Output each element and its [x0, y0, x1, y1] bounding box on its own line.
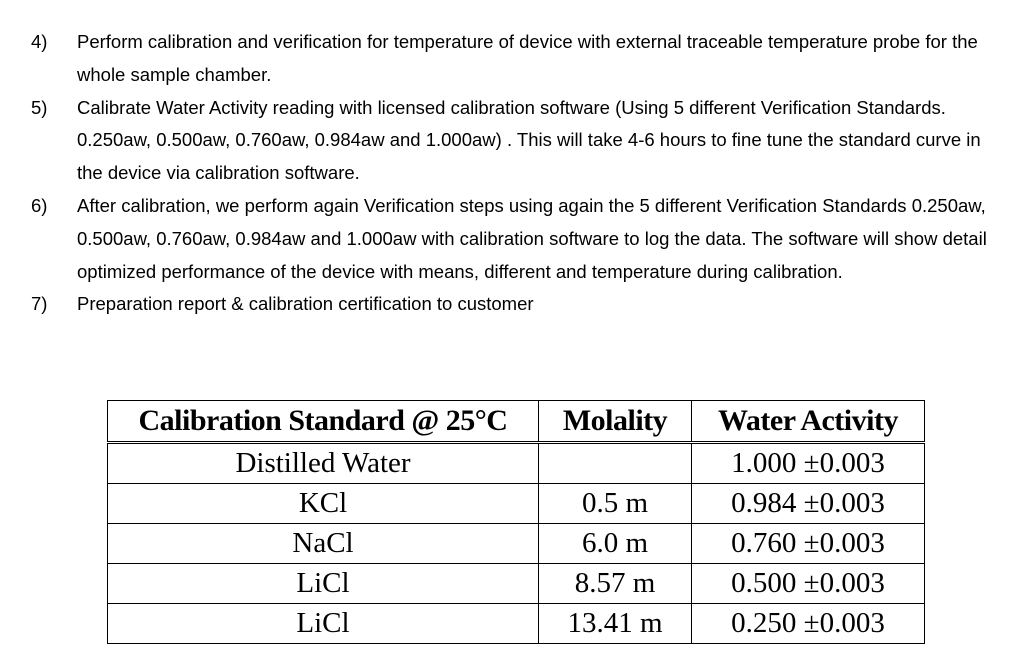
- table-row: [108, 564, 925, 604]
- cell-water-activity: 0.250 ±0.003: [692, 604, 925, 644]
- cell-water-activity: 0.984 ±0.003: [692, 484, 925, 524]
- cell-molality: 0.5 m: [539, 484, 692, 524]
- cell-standard: LiCl: [108, 604, 539, 644]
- step-number: 7): [31, 293, 48, 315]
- cell-water-activity: 0.760 ±0.003: [692, 524, 925, 564]
- procedure-step: [31, 288, 991, 321]
- step-number: 6): [31, 194, 48, 216]
- cell-standard: LiCl: [108, 564, 539, 604]
- step-text: Preparation report & calibration certification to customer: [77, 293, 534, 315]
- step-number: 4): [31, 31, 48, 52]
- procedure-list: [31, 26, 991, 321]
- cell-molality: 6.0 m: [539, 524, 692, 564]
- procedure-step: [31, 190, 991, 288]
- step-number: 5): [31, 96, 48, 118]
- cell-water-activity: 0.500 ±0.003: [692, 564, 925, 604]
- header-molality: Molality: [539, 401, 692, 443]
- cell-standard: Distilled Water: [108, 443, 539, 484]
- step-text: Perform calibration and verification for temperature of device with external traceable temperature probe for the whole sample chamber.: [77, 31, 978, 85]
- header-water-activity: Water Activity: [692, 401, 925, 443]
- cell-molality: 13.41 m: [539, 604, 692, 644]
- table-row: [108, 524, 925, 564]
- step-text: Calibrate Water Activity reading with licensed calibration software (Using 5 different Verification Standards. 0.250aw, 0.500aw, 0.760aw, 0.984aw and 1.000aw) . This will take 4-6 hours to fine tune the standard curve in the device via calibration software.: [77, 96, 981, 184]
- cell-molality: 8.57 m: [539, 564, 692, 604]
- procedure-step: [31, 92, 991, 190]
- cell-molality: [539, 443, 692, 484]
- cell-water-activity: 1.000 ±0.003: [692, 443, 925, 484]
- cell-standard: NaCl: [108, 524, 539, 564]
- header-calibration-standard: Calibration Standard @ 25°C: [108, 401, 539, 443]
- cell-standard: KCl: [108, 484, 539, 524]
- calibration-standards-table: [107, 400, 925, 644]
- step-text: After calibration, we perform again Verification steps using again the 5 different Verification Standards 0.250aw, 0.500aw, 0.760aw, 0.984aw and 1.000aw with calibration software to log the data. The software will show detail optimized performance of the device with means, different and temperature during calibration.: [77, 194, 987, 282]
- table-row: [108, 604, 925, 644]
- table-row: [108, 484, 925, 524]
- table-header-row: [108, 401, 925, 443]
- procedure-step: [31, 26, 991, 92]
- table-row: [108, 443, 925, 484]
